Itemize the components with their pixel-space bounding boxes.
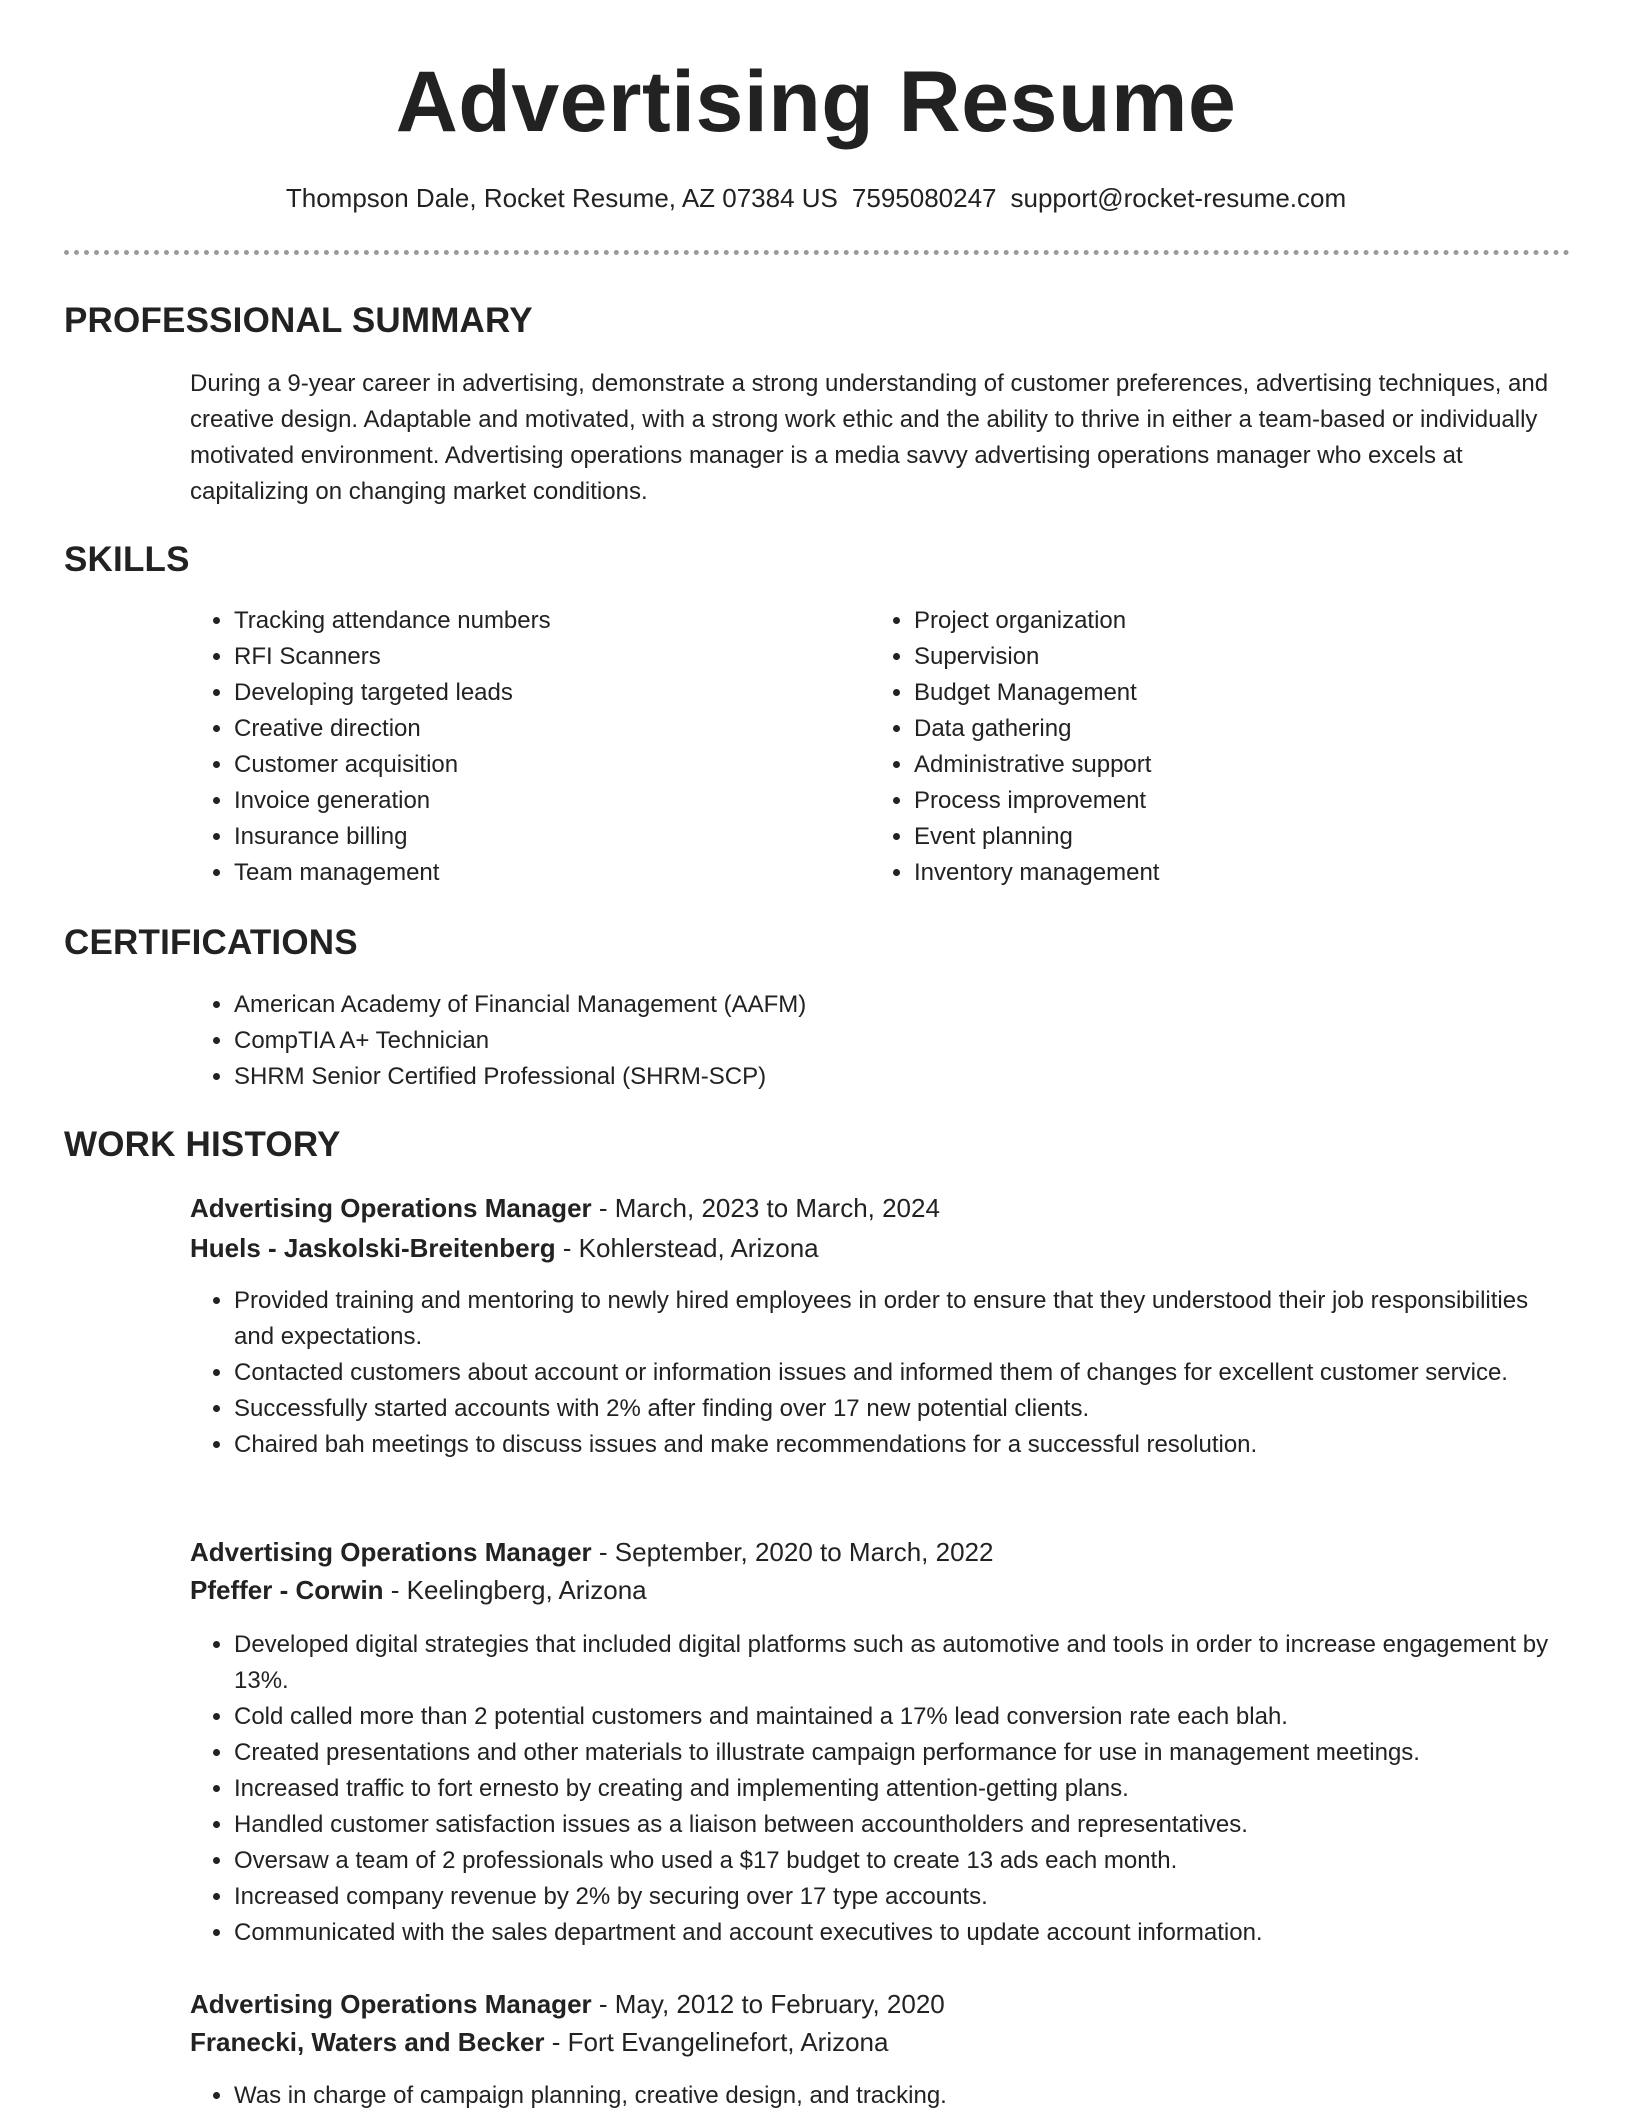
job-location: - Keelingberg, Arizona (383, 1575, 647, 1605)
certifications-heading: CERTIFICATIONS (64, 923, 358, 962)
certification-item: • American Academy of Financial Management (AAFM) (234, 987, 1574, 1023)
job-bullet: • Was in charge of campaign planning, creative design, and tracking. (234, 2078, 1574, 2114)
job-dates: - September, 2020 to March, 2022 (591, 1537, 994, 1567)
skill-item: • Administrative support (914, 747, 1514, 783)
job-dates: - May, 2012 to February, 2020 (591, 1989, 945, 2019)
job-dates: - March, 2023 to March, 2024 (591, 1193, 940, 1223)
certification-item: • SHRM Senior Certified Professional (SHRM-SCP) (234, 1059, 1574, 1095)
skills-list-right (870, 603, 1514, 891)
header-divider (64, 250, 1570, 255)
job-bullets (190, 1283, 1574, 1463)
job-company: Pfeffer - Corwin (190, 1575, 384, 1605)
skill-item: • Budget Management (914, 675, 1514, 711)
job-bullet: • Provided training and mentoring to newly hired employees in order to ensure that they understood their job responsibilities and expectations. (234, 1283, 1574, 1355)
skill-item: • Supervision (914, 639, 1514, 675)
job-company-line (190, 1230, 819, 1266)
skill-item: • Insurance billing (234, 819, 834, 855)
skill-item: • Creative direction (234, 711, 834, 747)
skill-item: • RFI Scanners (234, 639, 834, 675)
summary-text: During a 9-year career in advertising, demonstrate a strong understanding of customer preferences, advertising techniques, and creative design. Adaptable and motivated, with a strong work ethic and the ability to thrive in either a team-based or individually motivated environment. Advertising operations manager is a media savvy advertising operations manager who excels at capitalizing on changing market conditions. (190, 370, 1549, 505)
job-title: Advertising Operations Manager (190, 1537, 592, 1567)
contact-phone: 7595080247 (851, 183, 997, 213)
job-location: - Kohlerstead, Arizona (555, 1233, 819, 1263)
job-bullet: • Chaired bah meetings to discuss issues and make recommendations for a successful resolution. (234, 1427, 1574, 1463)
job-bullet: • Cold called more than 2 potential customers and maintained a 17% lead conversion rate each blah. (234, 1699, 1574, 1735)
job-bullet: • Contacted customers about account or information issues and informed them of changes for excellent customer service. (234, 1355, 1574, 1391)
skill-item: • Team management (234, 855, 834, 891)
job-bullet: • Handled customer satisfaction issues as a liaison between accountholders and representatives. (234, 1807, 1574, 1843)
job-bullet: • Increased traffic to fort ernesto by creating and implementing attention-getting plans. (234, 1771, 1574, 1807)
skills-heading: SKILLS (64, 540, 190, 579)
contact-address: Thompson Dale, Rocket Resume, AZ 07384 US (285, 183, 838, 213)
skill-item: • Tracking attendance numbers (234, 603, 834, 639)
job-title-line (190, 1534, 993, 1570)
resume-title: Advertising Resume (395, 54, 1237, 150)
skill-item: • Inventory management (914, 855, 1514, 891)
skill-item: • Developing targeted leads (234, 675, 834, 711)
job-title: Advertising Operations Manager (190, 1989, 592, 2019)
job-bullet: • Successfully started accounts with 2% after finding over 17 new potential clients. (234, 1391, 1574, 1427)
job-bullet: • Oversaw a team of 2 professionals who used a $17 budget to create 13 ads each month. (234, 1843, 1574, 1879)
contact-email: support@rocket-resume.com (1010, 183, 1347, 213)
work-history-heading: WORK HISTORY (64, 1125, 341, 1164)
job-location: - Fort Evangelinefort, Arizona (544, 2027, 889, 2057)
certifications-list (190, 987, 1574, 1095)
job-company-line (190, 2024, 888, 2060)
certification-item: • CompTIA A+ Technician (234, 1023, 1574, 1059)
job-bullets (190, 1627, 1574, 1951)
skill-item: • Data gathering (914, 711, 1514, 747)
skill-item: • Event planning (914, 819, 1514, 855)
job-company: Franecki, Waters and Becker (190, 2027, 545, 2057)
job-title-line (190, 1190, 940, 1226)
job-bullet: • Communicated with the sales department and account executives to update account information. (234, 1915, 1574, 1951)
skills-list-left (190, 603, 834, 891)
contact-line (0, 180, 1632, 216)
job-bullet: • Increased company revenue by 2% by securing over 17 type accounts. (234, 1879, 1574, 1915)
skill-item: • Customer acquisition (234, 747, 834, 783)
skill-item: • Project organization (914, 603, 1514, 639)
job-company: Huels - Jaskolski-Breitenberg (190, 1233, 556, 1263)
job-bullets (190, 2078, 1574, 2114)
skill-item: • Invoice generation (234, 783, 834, 819)
summary-heading: PROFESSIONAL SUMMARY (64, 301, 533, 340)
job-title: Advertising Operations Manager (190, 1193, 592, 1223)
job-bullet: • Developed digital strategies that included digital platforms such as automotive and tools in order to increase engagement by 13%. (234, 1627, 1574, 1699)
job-company-line (190, 1572, 647, 1608)
job-title-line (190, 1986, 945, 2022)
job-bullet: • Created presentations and other materials to illustrate campaign performance for use in management meetings. (234, 1735, 1574, 1771)
skill-item: • Process improvement (914, 783, 1514, 819)
